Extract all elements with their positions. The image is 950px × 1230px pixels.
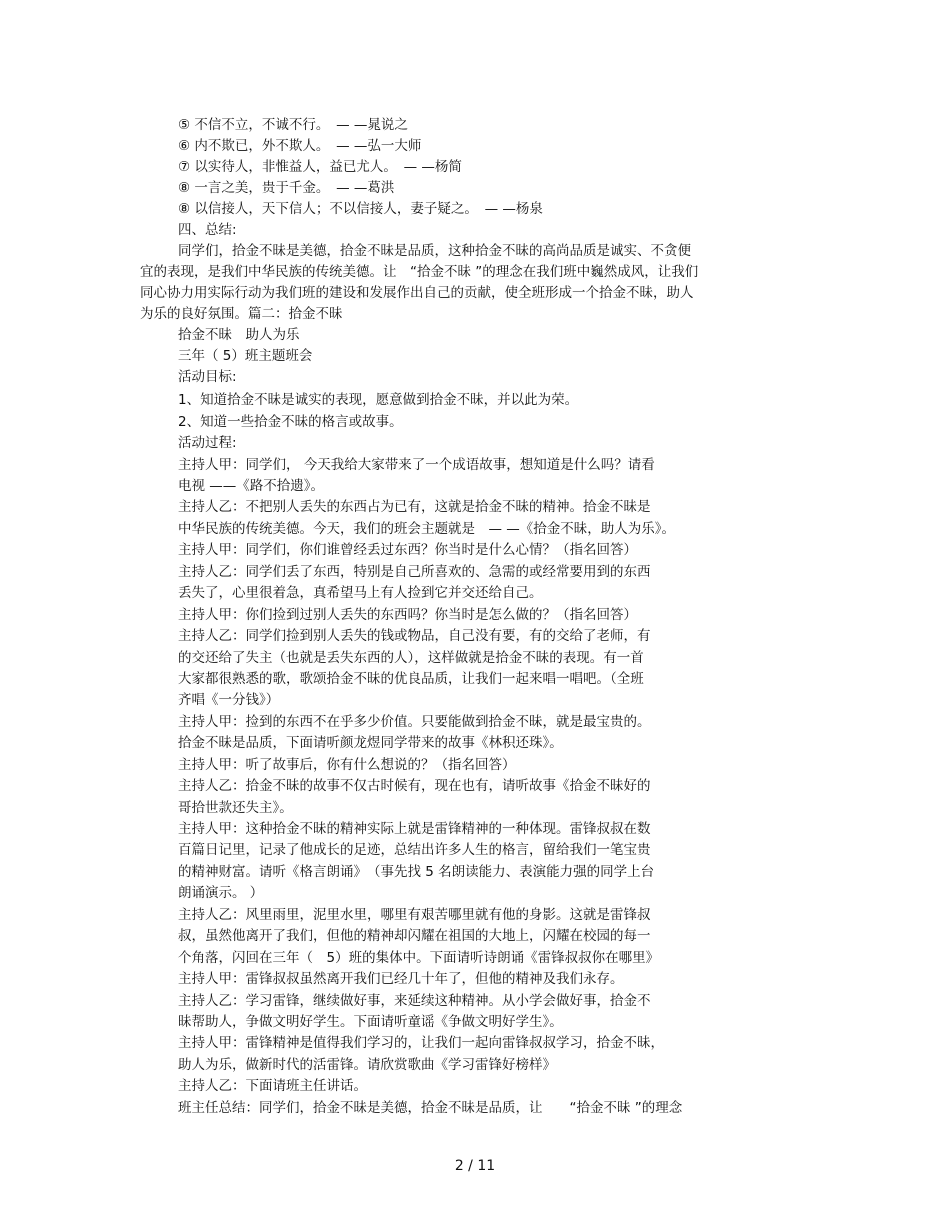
text-line: 主持人乙：同学们捡到别人丢失的钱或物品，自己没有要，有的交给了老师，有 (178, 628, 651, 644)
text-line: 中华民族的传统美德。今天，我们的班会主题就是 — —《拾金不昧，助人为乐》。 (178, 521, 676, 537)
text-line: 主持人甲：雷锋精神是值得我们学习的，让我们一起向雷锋叔叔学习，拾金不昧， (178, 1035, 664, 1051)
text-line: 主持人乙：风里雨里，泥里水里，哪里有艰苦哪里就有他的身影。这就是雷锋叔 (178, 907, 651, 923)
text-line: 主持人乙：同学们丢了东西，特别是自己所喜欢的、急需的或经常要用到的东西 (178, 564, 651, 580)
text-line: 叔，虽然他离开了我们，但他的精神却闪耀在祖国的大地上，闪耀在校园的每一 (178, 928, 651, 944)
section-heading: 四、总结: (178, 222, 237, 238)
text-line: 助人为乐，做新时代的活雷锋。请欣赏歌曲《学习雷锋好榜样》 (178, 1057, 556, 1073)
text-line: 主持人甲：同学们， 今天我给大家带来了一个成语故事，想知道是什么吗？请看 (178, 457, 655, 473)
text-line: 大家都很熟悉的歌，歌颂拾金不昧的优良品质，让我们一起来唱一唱吧。（全班 (178, 671, 644, 687)
text-line: 拾金不昧是品质，下面请听颜龙煜同学带来的故事《林积还珠》。 (178, 735, 563, 751)
text-line: 齐唱《一分钱》） (178, 692, 280, 708)
text-line: 昧帮助人，争做文明好学生。下面请听童谣《争做文明好学生》。 (178, 1014, 563, 1030)
text-line: ⑧ 一言之美，贵于千金。 — —葛洪 (178, 180, 395, 196)
text-line: 活动目标: (178, 369, 237, 385)
text-line: 个角落，闪回在三年（ 5）班的集体中。下面请听诗朗诵《雷锋叔叔你在哪里》 (178, 950, 660, 966)
text-line: 的精神财富。请听《格言朗诵》 （事先找 5 名朗读能力、表演能力强的同学上台 (178, 864, 655, 880)
text-line: 丢失了，心里很着急，真希望马上有人捡到它并交还给自己。 (178, 585, 543, 601)
text-line: 主持人乙：不把别人丢失的东西占为已有，这就是拾金不昧的精神。拾金不昧是 (178, 499, 651, 515)
text-line: 拾金不昧 助人为乐 (178, 327, 300, 343)
text-line: 主持人乙：拾金不昧的故事不仅古时候有，现在也有，请听故事《拾金不昧好的 (178, 778, 651, 794)
text-line: 主持人甲：捡到的东西不在乎多少价值。只要能做到拾金不昧，就是最宝贵的。 (178, 714, 651, 730)
text-line: 活动过程: (178, 435, 237, 451)
text-line: 朗诵演示。 ） (178, 885, 264, 901)
text-line: 三年（ 5）班主题班会 (178, 348, 313, 364)
page-number: 2 / 11 (454, 1158, 496, 1174)
text-line: ⑧ 以信接人，天下信人；不以信接人，妻子疑之。 — —杨泉 (178, 201, 543, 217)
text-line: 2、知道一些拾金不昧的格言或故事。 (178, 414, 403, 430)
text-line: ⑥ 内不欺已，外不欺人。 — —弘一大师 (178, 138, 422, 154)
text-line: 主持人甲：雷锋叔叔虽然离开我们已经几十年了，但他的精神及我们永存。 (178, 971, 624, 987)
text-line: ⑦ 以实待人，非惟益人，益已尤人。 — —杨简 (178, 159, 462, 175)
text-line: 主持人甲：你们捡到过别人丢失的东西吗？你当时是怎么做的？（指名回答） (178, 607, 637, 623)
text-line: 的交还给了失主（也就是丢失东西的人），这样做就是拾金不昧的表现。有一首 (178, 650, 644, 666)
text-line: 班主任总结：同学们，拾金不昧是美德，拾金不昧是品质，让 “拾金不昧 ”的理念 (178, 1100, 683, 1116)
text-line: 哥拾世款还失主》。 (178, 800, 293, 816)
text-line: 主持人甲：这种拾金不昧的精神实际上就是雷锋精神的一种体现。雷锋叔叔在数 (178, 821, 651, 837)
text-line: 主持人乙：下面请班主任讲话。 (178, 1078, 367, 1094)
text-line: 同学们，拾金不昧是美德，拾金不昧是品质，这种拾金不昧的高尚品质是诚实、不贪便 (178, 243, 691, 259)
text-line: 百篇日记里，记录了他成长的足迹，总结出许多人生的格言，留给我们一笔宝贵 (178, 842, 651, 858)
text-line: 为乐的良好氛围。篇二：拾金不昧 (140, 306, 343, 322)
text-line: 1、知道拾金不昧是诚实的表现，愿意做到拾金不昧，并以此为荣。 (178, 392, 579, 408)
text-line: 主持人乙：学习雷锋，继续做好事，来延续这种精神。从小学会做好事，拾金不 (178, 993, 651, 1009)
text-line: ⑤ 不信不立，不诚不行。 — —晁说之 (178, 117, 408, 133)
text-line: 主持人甲：听了故事后，你有什么想说的？（指名回答） (178, 757, 516, 773)
text-line: 宜的表现，是我们中华民族的传统美德。让 “拾金不昧 ”的理念在我们班中巍然成风，让我们 (140, 264, 699, 280)
text-line: 同心协力用实际行动为我们班的建设和发展作出自己的贡献，使全班形成一个拾金不昧，助人 (140, 285, 694, 301)
text-line: 电视 ——《路不拾遗》。 (178, 478, 325, 494)
text-line: 主持人甲：同学们，你们谁曾经丢过东西？你当时是什么心情？（指名回答） (178, 542, 637, 558)
